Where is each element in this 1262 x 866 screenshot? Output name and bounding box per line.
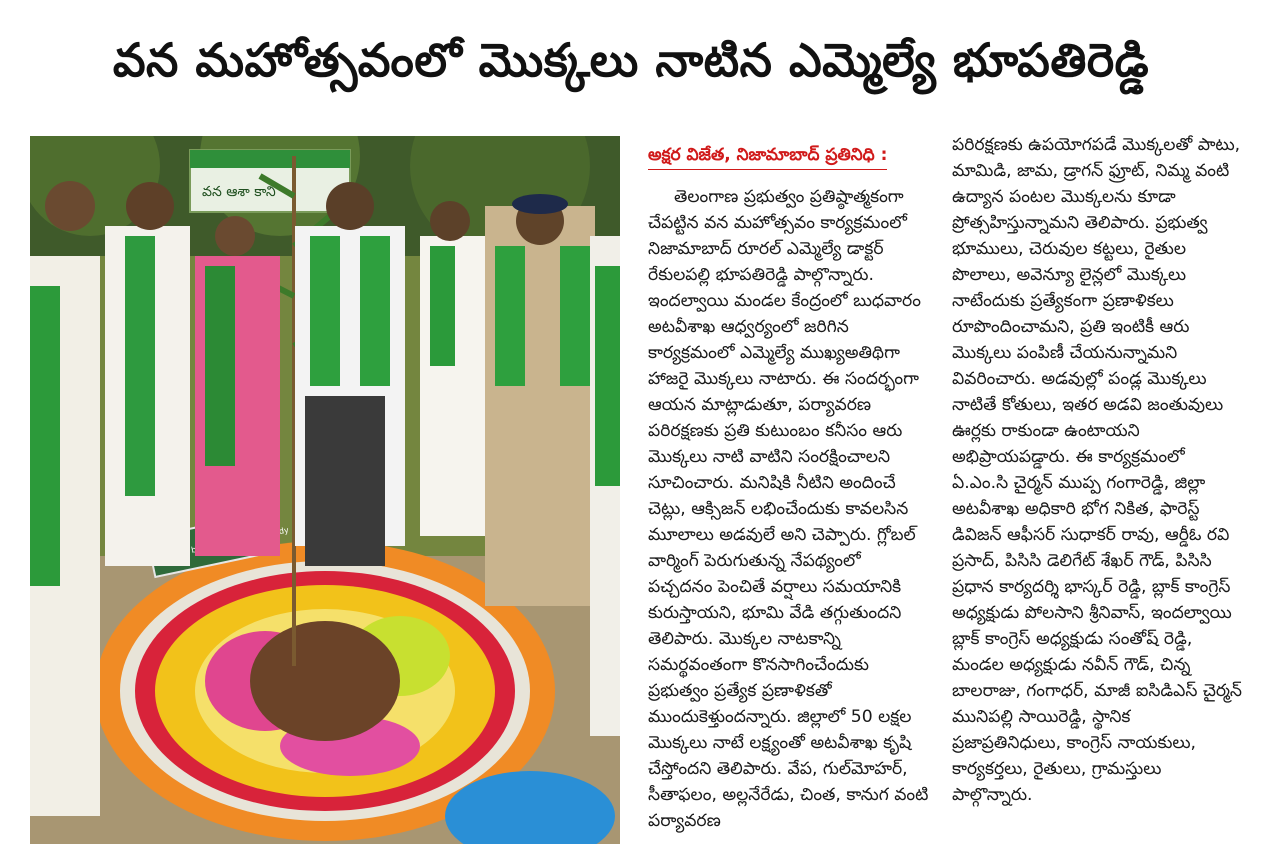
dateline: అక్షర విజేత, నిజామాబాద్ ప్రతినిధి : [648,142,887,170]
headline: వన మహోత్సవంలో మొక్కలు నాటిన ఎమ్మెల్యే భూపతిరెడ్డి [112,33,1150,87]
article-text-column-2: పరిరక్షణకు ఉపయోగపడే మొక్కలతో పాటు, మామిడి, జామ, డ్రాగన్ ఫ్రూట్, నిమ్మ వంటి ఉద్యాన పంటల మొక్కలను కూడా ప్రోత్సహిస్తున్నామని తెలిపారు. ప్రభుత్వ భూములు, చెరువుల కట్టలు, రైతుల పొలాలు, అవెన్యూ లైన్లలో మొక్కలు నాటేందుకు ప్రత్యేకంగా ప్రణాళికలు రూపొందించామని, ప్రతి ఇంటికీ ఆరు మొక్కలు పంపిణీ చేయనున్నామని వివరించారు. అడవుల్లో పండ్ల మొక్కలు నాటితే కోతులు, ఇతర అడవి జంతువులు ఊర్లకు రాకుండా ఉంటాయని అభిప్రాయపడ్డారు. ఈ కార్యక్రమంలో ఏ.ఎం.సి చైర్మన్ ముప్ప గంగారెడ్డి, జిల్లా అటవీశాఖ అధికారి భోగ నికిత, ఫారెస్ట్ డివిజన్ ఆఫీసర్ సుధాకర్ రావు, ఆర్డీఓ రవి ప్రసాద్, పిసిసి డెలిగేట్ శేఖర్ గౌడ్, పిసిసి ప్రధాన కార్యదర్శి భాస్కర్ రెడ్డి, బ్లాక్ కాంగ్రెస్ అధ్యక్షుడు పోలసాని శ్రీనివాస్, ఇందల్వాయి బ్లాక్ కాంగ్రెస్ అధ్యక్షుడు సంతోష్ రెడ్డి, మండల అధ్యక్షుడు నవీన్ గౌడ్, చిన్న బాలరాజు, గంగాధర్, మాజీ ఐసిడిఎస్ చైర్మన్ మునిపల్లి సాయిరెడ్డి, స్థానిక ప్రజాప్రతినిధులు, కాంగ్రెస్ నాయకులు, కార్యకర్తలు, రైతులు, గ్రామస్తులు పాల్గొన్నారు. [952,135,1242,805]
article-column-1 [648,142,930,834]
banner-text: వన ఆశా కాని [202,184,276,200]
article-text-column-1: తెలంగాణ ప్రభుత్వం ప్రతిష్ఠాత్మకంగా చేపట్టిన వన మహోత్సవం కార్యక్రమంలో నిజామాబాద్ రూరల్ ఎమ్మెల్యే డాక్టర్ రేకులపల్లి భూపతిరెడ్డి పాల్గొన్నారు. ఇందల్వాయి మండల కేంద్రంలో బుధవారం అటవీశాఖ ఆధ్వర్యంలో జరిగిన కార్యక్రమంలో ఎమ్మెల్యే ముఖ్యఅతిథిగా హాజరై మొక్కలు నాటారు. ఈ సందర్భంగా ఆయన మాట్లాడుతూ, పర్యావరణ పరిరక్షణకు ప్రతి కుటుంబం కనీసం ఆరు మొక్కలు నాటి వాటిని సంరక్షించాలని సూచించారు. మనిషికి నీటిని అందించే చెట్లు, ఆక్సిజన్ లభించేందుకు కావలసిన మూలాలు అడవులే అని చెప్పారు. గ్లోబల్ వార్మింగ్ పెరుగుతున్న నేపథ్యంలో పచ్చదనం పెంచితే వర్షాలు సమయానికి కురుస్తాయని, భూమి వేడి తగ్గుతుందని తెలిపారు. మొక్కల నాటకాన్ని సమర్థవంతంగా కొనసాగించేందుకు ప్రభుత్వం ప్రత్యేక ప్రణాళికతో ముందుకెళ్తుందన్నారు. జిల్లాలో 50 లక్షల మొక్కలు నాటే లక్ష్యంతో అటవీశాఖ కృషి చేస్తోందని తెలిపారు. వేప, గుల్‌మోహర్, సీతాఫలం, అల్లనేరేడు, చింత, కానుగ వంటి పర్యావరణ [648,187,929,831]
event-photo [30,136,620,844]
article-column-2 [952,132,1242,808]
tree-planting-illustration [30,136,620,844]
